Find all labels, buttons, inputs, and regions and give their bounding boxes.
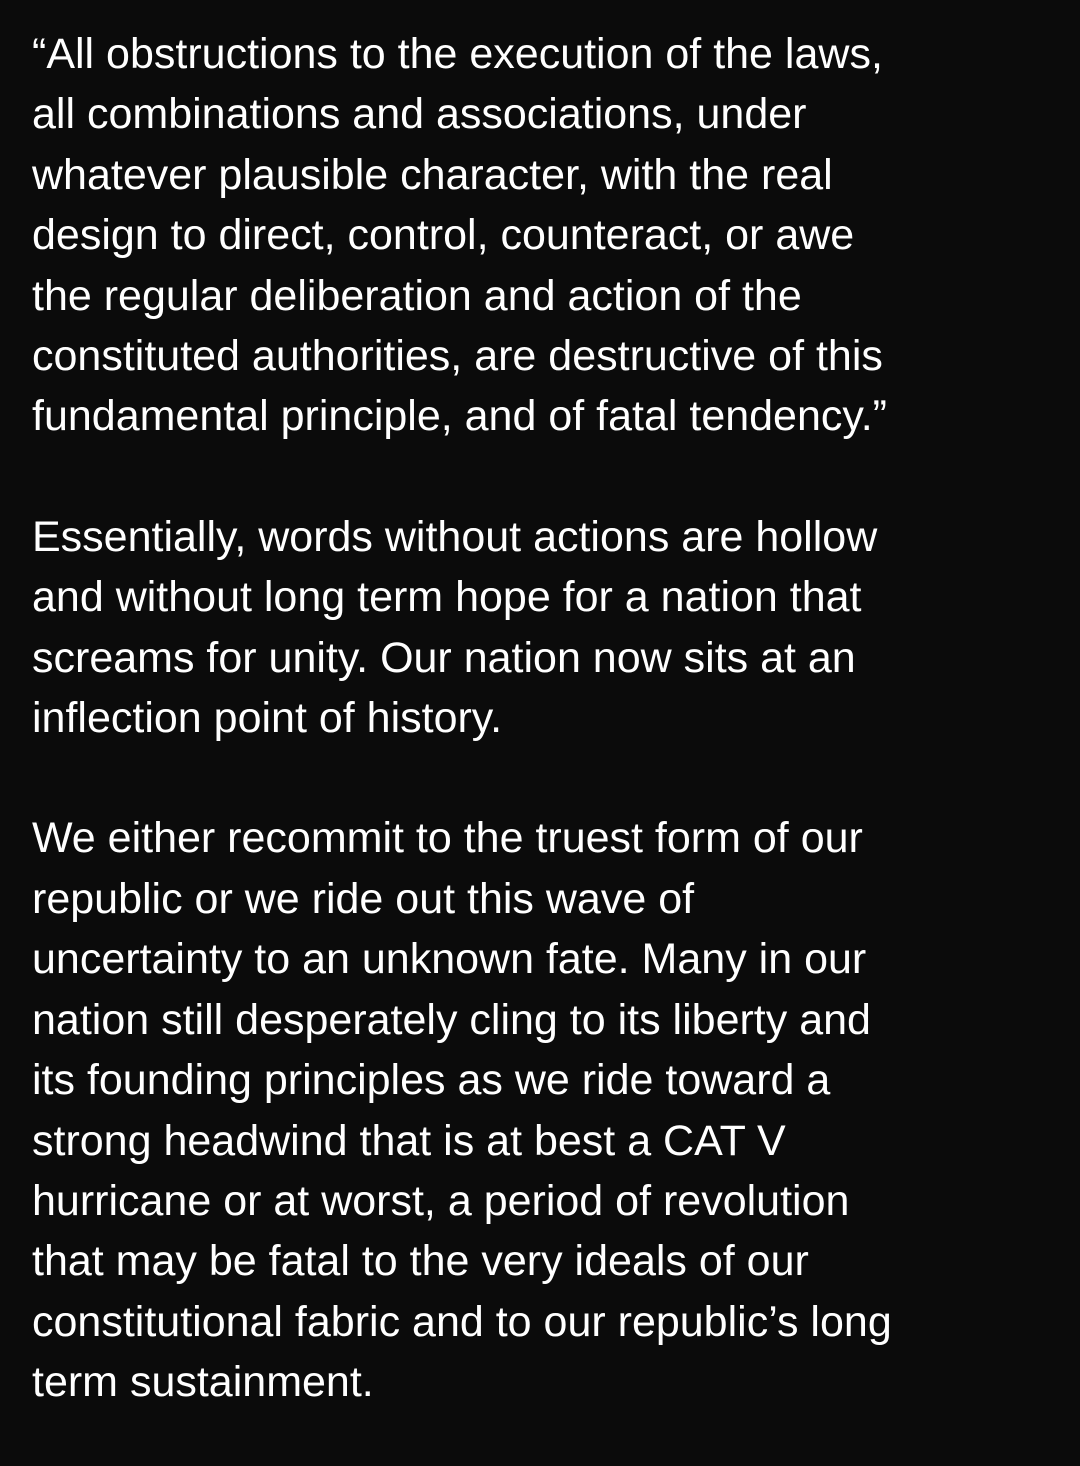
text-line: hurricane or at worst, a period of revolution xyxy=(32,1176,850,1225)
text-line: “All obstructions to the execution of the laws, xyxy=(32,30,883,78)
recommit-paragraph xyxy=(32,808,1048,1412)
text-line: fundamental principle, and of fatal tendency.” xyxy=(32,392,887,441)
text-line: whatever plausible character, with the real xyxy=(32,150,833,199)
text-line: Essentially, words without actions are hollow xyxy=(32,512,878,561)
text-line: inflection point of history. xyxy=(32,694,503,743)
text-line: all combinations and associations, under xyxy=(32,90,807,139)
essentially-paragraph xyxy=(32,507,1048,749)
text-line: strong headwind that is at best a CAT V xyxy=(32,1116,786,1165)
text-line: uncertainty to an unknown fate. Many in our xyxy=(32,935,867,984)
text-line: constituted authorities, are destructive of this xyxy=(32,332,883,381)
text-line: nation still desperately cling to its liberty and xyxy=(32,995,871,1044)
text-line: republic or we ride out this wave of xyxy=(32,874,695,923)
text-line: its founding principles as we ride toward a xyxy=(32,1056,831,1105)
text-line: the regular deliberation and action of the xyxy=(32,271,802,320)
text-line: screams for unity. Our nation now sits at an xyxy=(32,633,856,682)
text-line: and without long term hope for a nation that xyxy=(32,573,862,622)
text-line: term sustainment. xyxy=(32,1358,374,1407)
text-line: design to direct, control, counteract, or awe xyxy=(32,211,855,260)
text-line: that may be fatal to the very ideals of our xyxy=(32,1237,809,1286)
quote-paragraph xyxy=(32,24,1048,447)
text-line: constitutional fabric and to our republic’s long xyxy=(32,1297,892,1346)
text-line: We either recommit to the truest form of our xyxy=(32,814,863,863)
